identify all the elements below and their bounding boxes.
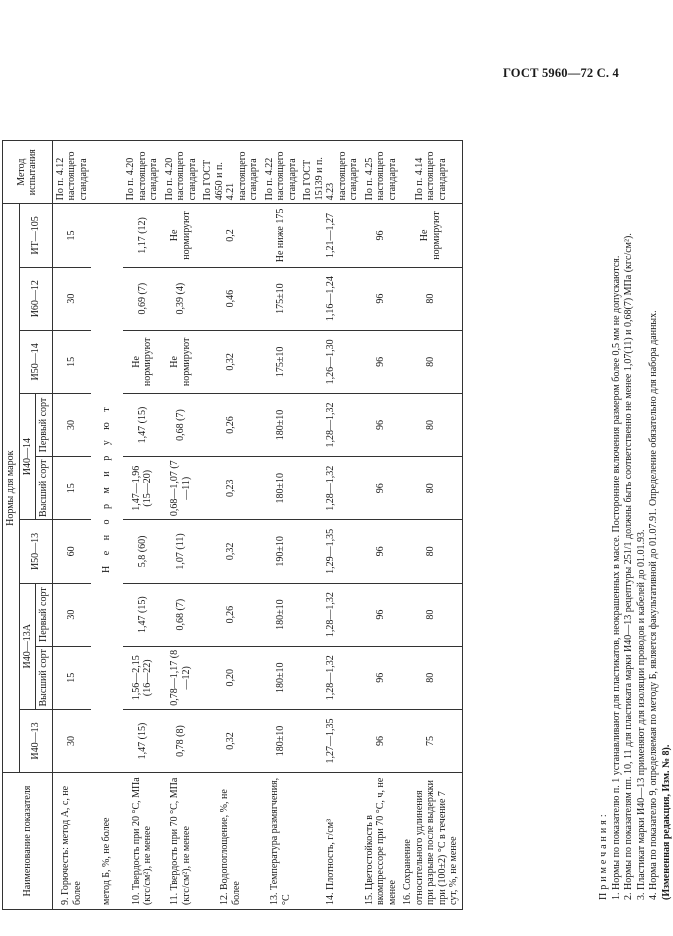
value-cell: 96 xyxy=(362,457,401,520)
value-cell: 5,8 (60) xyxy=(123,520,162,583)
value-cell: 1,28—1,32 xyxy=(300,457,362,520)
value-cell: 190±10 xyxy=(262,520,301,583)
table-row xyxy=(300,141,362,910)
method-cell: По п. 4.20 настоящего стандарта xyxy=(123,141,162,204)
value-cell: 0,26 xyxy=(200,583,262,646)
table-row xyxy=(91,141,123,910)
method-cell: По п. 4.25 настоящего стандарта xyxy=(362,141,401,204)
note-3: 3. Пластикат марки И40—13 применяют для изоляции проводов и кабелей до 01.01.93. xyxy=(635,529,647,900)
value-cell: 0,78—1,17 (8—12) xyxy=(162,646,201,709)
header-grade-top-a: Высший сорт xyxy=(36,646,53,709)
value-cell: 180±10 xyxy=(262,457,301,520)
header-mark-i50-13: И50—13 xyxy=(19,520,52,583)
value-cell: 1,07 (11) xyxy=(162,520,201,583)
value-cell: 0,69 (7) xyxy=(123,267,162,330)
value-cell: 1,47 (15) xyxy=(123,393,162,456)
method-cell: По п. 4.20 настоящего стандарта xyxy=(162,141,201,204)
indicator-name: 9. Горючесть: метод А, с, не более xyxy=(52,773,91,910)
value-cell: 96 xyxy=(362,204,401,267)
rotated-page-content xyxy=(5,140,672,910)
table-row xyxy=(400,141,462,910)
header-mark-i40-13a: И40—13А xyxy=(19,583,36,709)
value-cell: 60 xyxy=(52,520,91,583)
value-cell: 80 xyxy=(400,330,462,393)
value-cell: 96 xyxy=(362,520,401,583)
value-cell: 1,28—1,32 xyxy=(300,393,362,456)
table-row xyxy=(362,141,401,910)
value-cell: 15 xyxy=(52,646,91,709)
value-cell: 175±10 xyxy=(262,267,301,330)
note-4: 4. Норма по показателю 9, определяемая по методу Б, является факультативной до 01.07.91. Определение обязательно для набора данных. xyxy=(648,310,659,900)
value-cell: 75 xyxy=(400,709,462,772)
value-cell: 180±10 xyxy=(262,646,301,709)
value-cell: 80 xyxy=(400,267,462,330)
value-cell: 80 xyxy=(400,520,462,583)
value-cell: 80 xyxy=(400,583,462,646)
value-cell: 1,16—1,24 xyxy=(300,267,362,330)
value-cell: 0,32 xyxy=(200,330,262,393)
value-cell: Не нормируют xyxy=(123,330,162,393)
value-cell: 80 xyxy=(400,646,462,709)
header-grade-first-b: Первый сорт xyxy=(36,393,53,456)
amendment-note: (Измененная редакция, Изм. № 8). xyxy=(660,744,672,900)
value-cell: 1,47 (15) xyxy=(123,709,162,772)
value-cell: 1,47 (15) xyxy=(123,583,162,646)
indicator-name: 10. Твердость при 20 °С, МПа (кгс/см²), не менее xyxy=(123,773,162,910)
value-cell: 0,20 xyxy=(200,646,262,709)
value-cell: Не нормируют xyxy=(162,204,201,267)
indicator-name: 12. Водопоглощение, %, не более xyxy=(200,773,262,910)
notes-title: Примечания: xyxy=(598,811,609,900)
value-cell: 1,29—1,35 xyxy=(300,520,362,583)
value-cell: 0,68 (7) xyxy=(162,583,201,646)
value-cell: Не нормируют xyxy=(400,204,462,267)
value-cell: 0,32 xyxy=(200,520,262,583)
value-cell: 1,26—1,30 xyxy=(300,330,362,393)
header-mark-i40-14: И40—14 xyxy=(19,393,36,519)
value-cell: 96 xyxy=(362,393,401,456)
header-grade-top-b: Высший сорт xyxy=(36,457,53,520)
value-cell: 1,28—1,32 xyxy=(300,646,362,709)
note-2: 2. Нормы по показателям пп. 10, 11 для пластиката марки И40—13 рецептуры 251/1 должны быть соответственно не менее 1,07(11) и 0,68(7) МПа (кгс/см²). xyxy=(623,233,634,900)
value-cell: 96 xyxy=(362,330,401,393)
value-cell: 1,27—1,35 xyxy=(300,709,362,772)
indicator-name: 13. Температура размягчения, °С xyxy=(262,773,301,910)
value-cell: 0,2 xyxy=(200,204,262,267)
header-mark-it-105: ИТ—105 xyxy=(19,204,52,267)
value-cell: 180±10 xyxy=(262,709,301,772)
value-cell: 0,68—1,07 (7—11) xyxy=(162,457,201,520)
value-cell: 0,78 (8) xyxy=(162,709,201,772)
value-cell: 180±10 xyxy=(262,583,301,646)
indicator-name: метод Б, %, не более xyxy=(91,773,123,910)
note-1: 1. Нормы по показателю п. 1 устанавливают для пластикатов, неокрашенных в массе. Посторонние включения размером более 0,5 мм не допускаются. xyxy=(610,255,622,900)
method-cell: По п. 4.12 настоящего стандарта xyxy=(52,141,91,204)
header-mark-i60-12: И60—12 xyxy=(19,267,52,330)
value-cell: 0,32 xyxy=(200,709,262,772)
indicator-name: 16. Сохранение относительного удлинения при разрыве после выдержки при (100±2) °С в течение 7 сут, %, не менее xyxy=(400,773,462,910)
value-cell: 0,68 (7) xyxy=(162,393,201,456)
value-cell: 96 xyxy=(362,646,401,709)
value-cell: 96 xyxy=(362,709,401,772)
value-cell: 30 xyxy=(52,709,91,772)
indicator-name: 14. Плотность, г/см³ xyxy=(300,773,362,910)
value-cell: 0,39 (4) xyxy=(162,267,201,330)
method-cell: По ГОСТ 4650 и п. 4.21 настоящего стандарта xyxy=(200,141,262,204)
value-cell: 30 xyxy=(52,583,91,646)
indicator-name: 15. Цветостойкость в вкомпрессоре при 70 °С, ч, не менее xyxy=(362,773,401,910)
header-mark-i50-14: И50—14 xyxy=(19,330,52,393)
table-row xyxy=(162,141,201,910)
properties-table xyxy=(2,140,463,910)
value-cell: 30 xyxy=(52,267,91,330)
value-cell: 0,46 xyxy=(200,267,262,330)
value-cell: 1,21—1,27 xyxy=(300,204,362,267)
indicator-name: 11. Твердость при 70 °С, МПа (кгс/см²), не менее xyxy=(162,773,201,910)
value-cell: 0,23 xyxy=(200,457,262,520)
table-row xyxy=(52,141,91,910)
value-cell: Не нормируют xyxy=(162,330,201,393)
method-cell: По ГОСТ 15139 и п. 4.23 настоящего стандарта xyxy=(300,141,362,204)
header-indicator-name: Наименование показателя xyxy=(3,773,53,910)
value-cell: 96 xyxy=(362,583,401,646)
method-cell: По п. 4.22 настоящего стандарта xyxy=(262,141,301,204)
method-cell: По п. 4.14 настоящего стандарта xyxy=(400,141,462,204)
value-cell: 1,47—1,96 (15—20) xyxy=(123,457,162,520)
table-row xyxy=(262,141,301,910)
header-grade-first-a: Первый сорт xyxy=(36,583,53,646)
value-cell: 1,17 (12) xyxy=(123,204,162,267)
value-cell: 1,56—2,15 (16—22) xyxy=(123,646,162,709)
spanning-note-cell: Н е н о р м и р у ю т xyxy=(91,204,123,773)
value-cell: 15 xyxy=(52,204,91,267)
header-test-method: Метод испытания xyxy=(3,141,53,204)
value-cell: 175±10 xyxy=(262,330,301,393)
value-cell: 80 xyxy=(400,457,462,520)
table-notes xyxy=(598,140,673,910)
page-header: ГОСТ 5960—72 С. 4 xyxy=(502,66,619,80)
table-row xyxy=(200,141,262,910)
value-cell: 30 xyxy=(52,393,91,456)
header-mark-i40-13: И40—13 xyxy=(19,709,52,772)
value-cell: 1,28—1,32 xyxy=(300,583,362,646)
value-cell: Не ниже 175 xyxy=(262,204,301,267)
value-cell: 0,26 xyxy=(200,393,262,456)
header-norms: Нормы для марок xyxy=(3,204,20,773)
table-row xyxy=(123,141,162,910)
value-cell: 15 xyxy=(52,457,91,520)
value-cell: 80 xyxy=(400,393,462,456)
value-cell: 96 xyxy=(362,267,401,330)
value-cell: 180±10 xyxy=(262,393,301,456)
method-cell xyxy=(91,141,123,204)
value-cell: 15 xyxy=(52,330,91,393)
